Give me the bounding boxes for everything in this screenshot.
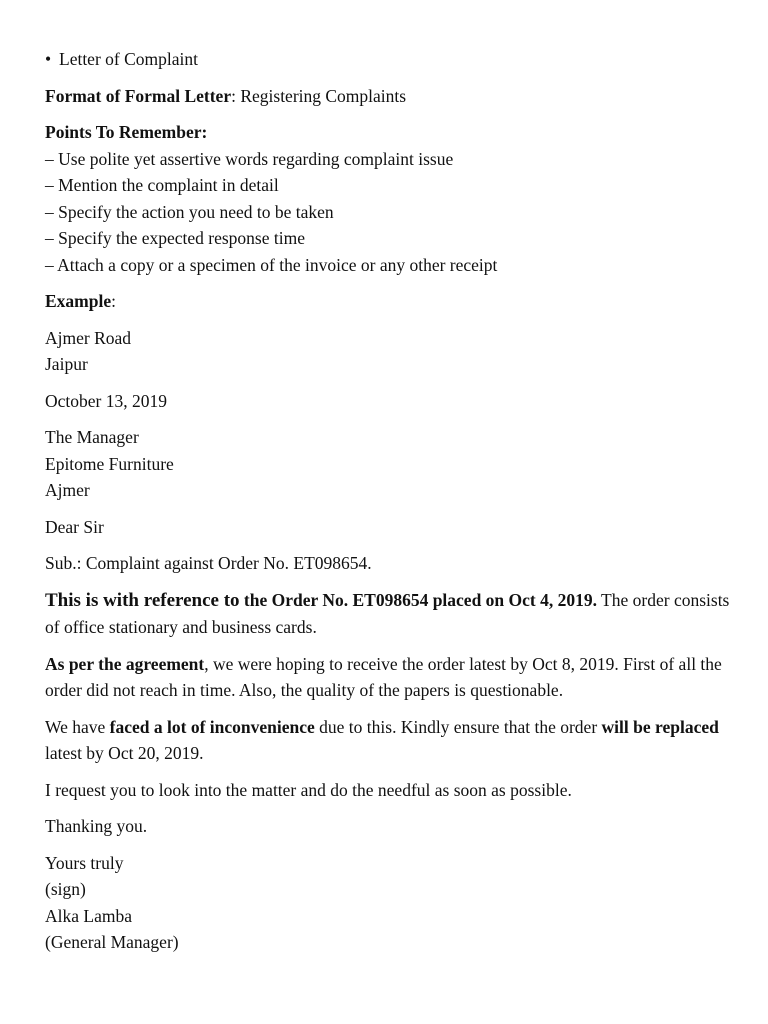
recipient-line: The Manager [45, 427, 139, 447]
heading-text: Letter of Complaint [59, 49, 198, 69]
points-title: Points To Remember: [45, 122, 208, 142]
point-item: – Mention the complaint in detail [45, 175, 279, 195]
p3-post: latest by Oct 20, 2019. [45, 743, 204, 763]
closing-block [45, 850, 735, 956]
closing-line: (sign) [45, 879, 86, 899]
p1-bold: the Order No. ET098654 placed on Oct 4, 2019. [239, 589, 597, 610]
recipient-address [45, 424, 735, 504]
p3-bold2: will be replaced [601, 716, 719, 737]
example-label-text: Example [45, 291, 112, 311]
points-section [45, 119, 735, 278]
p2-bold: As per the agreement [45, 653, 205, 674]
example-label [45, 288, 735, 315]
p2-rest: , we were hoping to receive the order latest by Oct 8, 2019. First of all the order did not reach in time. Also, the quality of the papers is questionable. [45, 653, 722, 700]
point-item: – Specify the expected response time [45, 228, 305, 248]
recipient-line: Ajmer [45, 480, 90, 500]
letter-document [45, 46, 735, 966]
p3-bold1: faced a lot of inconvenience [109, 716, 315, 737]
point-item: – Use polite yet assertive words regarding complaint issue [45, 148, 454, 169]
recipient-line: Epitome Furniture [45, 453, 174, 474]
format-rest: : Registering Complaints [231, 85, 407, 106]
salutation: Dear Sir [45, 516, 104, 537]
format-line [45, 83, 735, 110]
body-paragraph-1 [45, 587, 735, 641]
signatory-title: (General Manager) [45, 932, 179, 952]
p1-rest: The order consists of office stationary and business cards. [45, 589, 730, 637]
address-line: Ajmer Road [45, 327, 132, 348]
thanks-line: Thanking you. [45, 816, 148, 836]
p1-bold-big: This is with reference to [45, 589, 240, 611]
point-item: – Specify the action you need to be taken [45, 201, 334, 222]
body-paragraph-2 [45, 651, 735, 704]
point-item: – Attach a copy or a specimen of the invoice or any other receipt [45, 254, 498, 275]
closing-line: Yours truly [45, 852, 124, 873]
example-colon: : [111, 291, 116, 311]
subject-line: Sub.: Complaint against Order No. ET098654. [45, 553, 372, 573]
address-line: Jaipur [45, 354, 88, 374]
letter-date: October 13, 2019 [45, 390, 167, 411]
p3-pre: We have [45, 716, 110, 737]
heading [45, 46, 735, 73]
body-paragraph-4: I request you to look into the matter and do the needful as soon as possible. [45, 779, 572, 800]
body-paragraph-3 [45, 714, 735, 767]
format-label: Format of Formal Letter [45, 85, 232, 106]
sender-address [45, 325, 735, 378]
p3-mid: due to this. Kindly ensure that the order [314, 716, 602, 737]
signatory-name: Alka Lamba [45, 905, 132, 926]
bullet-icon: • [45, 49, 52, 69]
